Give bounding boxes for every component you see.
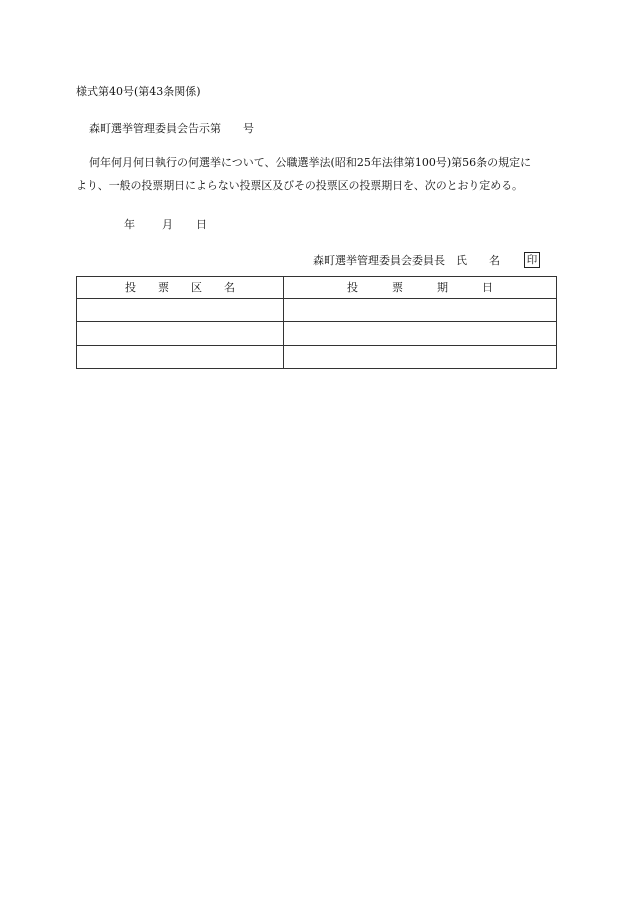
date-line — [124, 219, 207, 230]
table-cell-date — [284, 322, 557, 345]
header-voting-date: 投票期日 — [284, 277, 557, 299]
day-label: 日 — [196, 218, 207, 231]
body-text-line-1: 何年何月何日執行の何選挙について、公職選挙法(昭和25年法律第100号)第56条の規定に — [89, 156, 532, 169]
table-row — [77, 299, 557, 322]
table-row — [77, 322, 557, 345]
body-text-line-2: より、一般の投票期日によらない投票区及びその投票区の投票期日を、次のとおり定める。 — [76, 179, 523, 192]
signature-line: 森町選挙管理委員会委員長 氏 名 — [313, 254, 500, 267]
year-label: 年 — [124, 218, 135, 231]
table-cell-district — [77, 345, 284, 368]
header-district-name: 投票区名 — [77, 277, 284, 299]
month-label: 月 — [162, 218, 173, 231]
table-cell-date — [284, 345, 557, 368]
table-cell-date — [284, 299, 557, 322]
table-row — [77, 345, 557, 368]
table-header-row — [77, 277, 557, 299]
seal-box: 印 — [524, 252, 540, 268]
table-cell-district — [77, 322, 284, 345]
table-cell-district — [77, 299, 284, 322]
notice-title: 森町選挙管理委員会告示第 号 — [89, 122, 254, 135]
form-number: 様式第40号(第43条関係) — [76, 85, 201, 98]
polling-district-table — [76, 276, 557, 369]
